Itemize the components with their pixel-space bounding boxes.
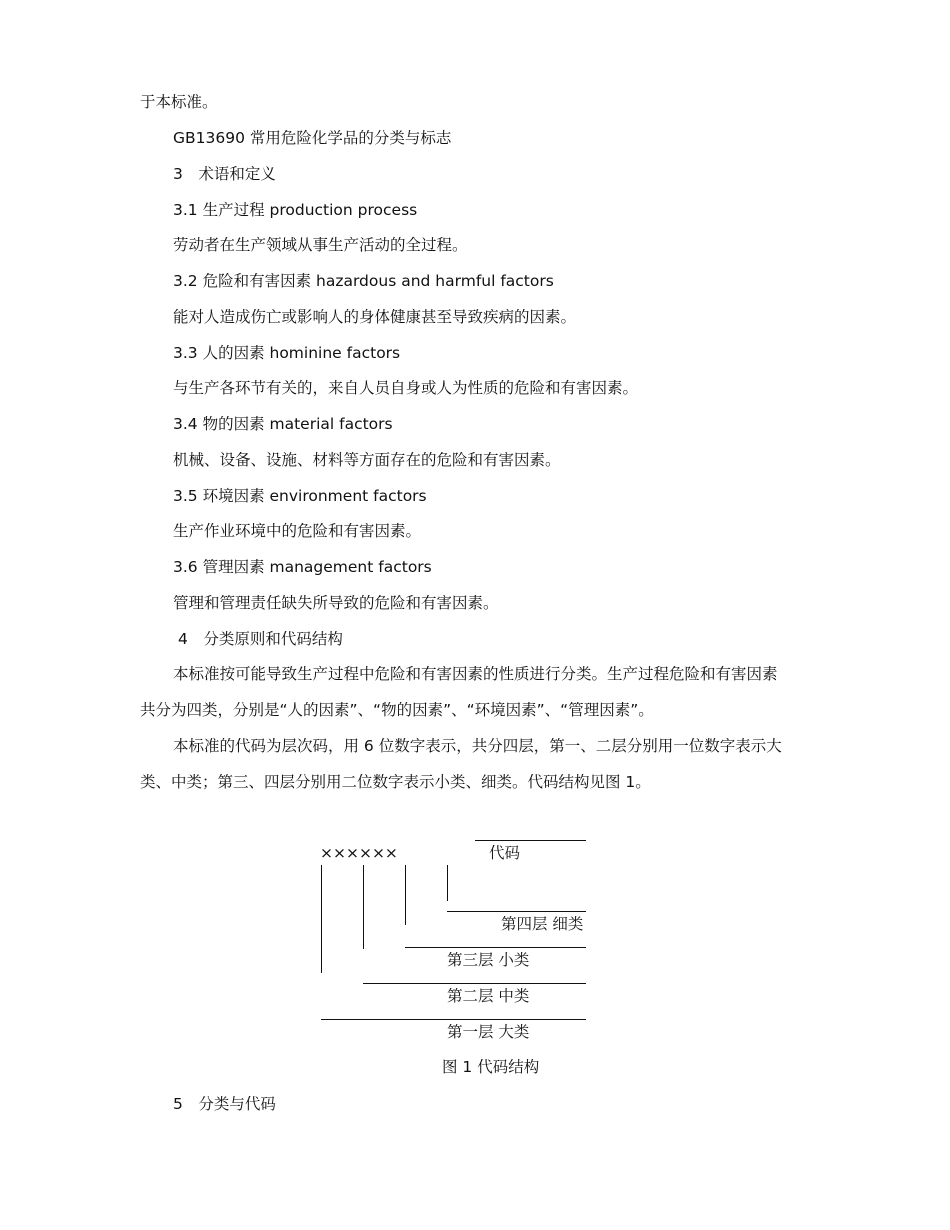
paragraph-line: 类、中类；第三、四层分别用二位数字表示小类、细类。代码结构见图 1。: [140, 773, 651, 791]
level3-branch-line: [405, 865, 406, 925]
term-3-5: 3.5 环境因素 environment factors: [173, 487, 427, 505]
figure-caption: 图 1 代码结构: [442, 1058, 540, 1076]
level3-leader-line: [405, 947, 586, 948]
level1-leader-line: [321, 1019, 586, 1020]
level1-label: 第一层 大类: [447, 1023, 530, 1041]
term-3-6: 3.6 管理因素 management factors: [173, 558, 432, 576]
level4-leader-line: [447, 911, 586, 912]
section-heading-3: 3 术语和定义: [173, 165, 276, 183]
definition-3-4: 机械、设备、设施、材料等方面存在的危险和有害因素。: [173, 451, 561, 469]
section-heading-4: 4 分类原则和代码结构: [178, 630, 343, 648]
term-3-1: 3.1 生产过程 production process: [173, 201, 418, 219]
reference-standard: GB13690 常用危险化学品的分类与标志: [173, 129, 452, 147]
term-3-4: 3.4 物的因素 material factors: [173, 415, 393, 433]
paragraph-line: 本标准的代码为层次码，用 6 位数字表示，共分四层，第一、二层分别用一位数字表示大: [173, 737, 782, 755]
definition-3-6: 管理和管理责任缺失所导致的危险和有害因素。: [173, 594, 499, 612]
definition-3-2: 能对人造成伤亡或影响人的身体健康甚至导致疾病的因素。: [173, 308, 577, 326]
level4-label: 第四层 细类: [501, 915, 584, 933]
section-heading-5: 5 分类与代码: [173, 1095, 276, 1113]
code-label: 代码: [489, 844, 521, 862]
level2-label: 第二层 中类: [447, 987, 530, 1005]
definition-3-5: 生产作业环境中的危险和有害因素。: [173, 522, 422, 540]
code-label-underline: [475, 840, 586, 841]
level3-label: 第三层 小类: [447, 951, 530, 969]
term-3-3: 3.3 人的因素 hominine factors: [173, 344, 401, 362]
paragraph-line: 于本标准。: [140, 93, 218, 111]
level4-branch-line: [447, 865, 448, 901]
level1-branch-line: [321, 865, 322, 973]
paragraph-line: 本标准按可能导致生产过程中危险和有害因素的性质进行分类。生产过程危险和有害因素: [173, 665, 778, 683]
paragraph-line: 共分为四类，分别是“人的因素”、“物的因素”、“环境因素”、“管理因素”。: [140, 701, 654, 719]
definition-3-1: 劳动者在生产领域从事生产活动的全过程。: [173, 236, 468, 254]
code-pattern: ××××××: [320, 844, 398, 862]
level2-branch-line: [363, 865, 364, 949]
level2-leader-line: [363, 983, 586, 984]
definition-3-3: 与生产各环节有关的，来自人员自身或人为性质的危险和有害因素。: [173, 379, 639, 397]
term-3-2: 3.2 危险和有害因素 hazardous and harmful factors: [173, 272, 554, 290]
